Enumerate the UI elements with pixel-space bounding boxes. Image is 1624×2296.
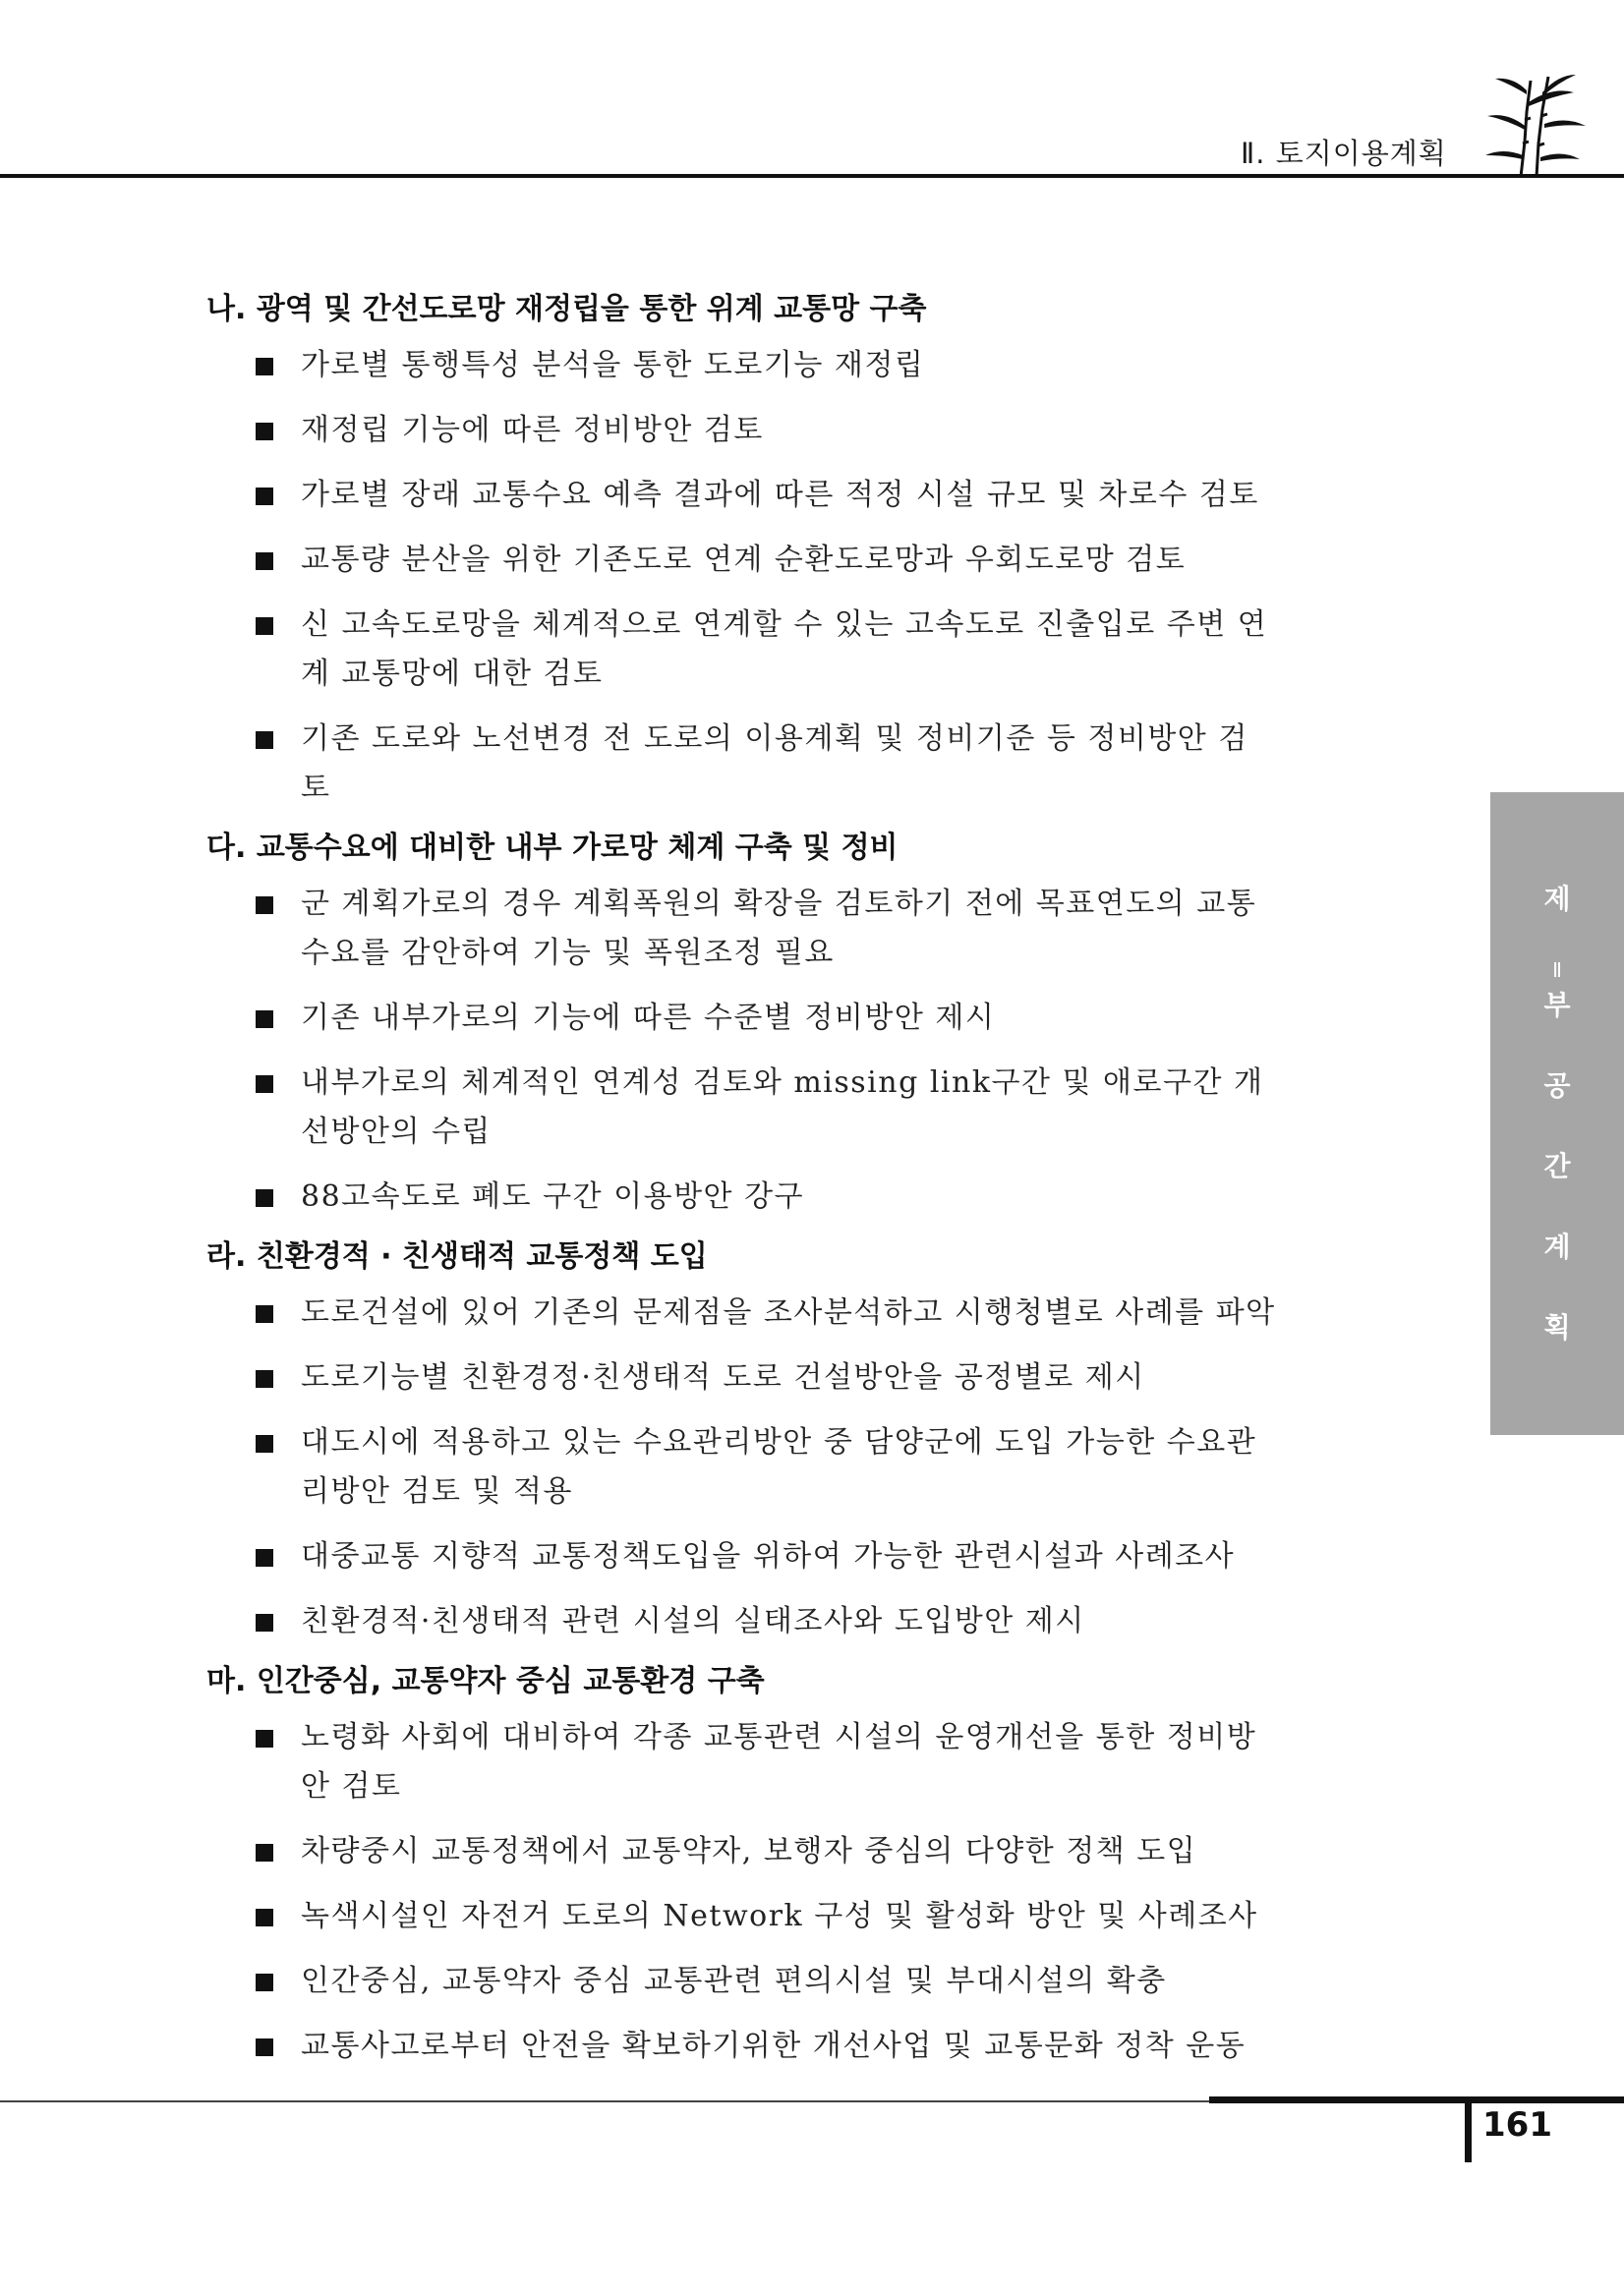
list-item: 재정립 기능에 따른 정비방안 검토 (206, 406, 1278, 455)
list-item: 88고속도로 폐도 구간 이용방안 강구 (206, 1173, 1278, 1222)
list-item: 도로건설에 있어 기존의 문제점을 조사분석하고 시행청별로 사례를 파악 (206, 1289, 1278, 1338)
list-item: 도로기능별 친환경정·친생태적 도로 건설방안을 공정별로 제시 (206, 1353, 1278, 1403)
list-item: 인간중심, 교통약자 중심 교통관련 편의시설 및 부대시설의 확충 (206, 1957, 1278, 2006)
list-item: 기존 내부가로의 기능에 따른 수준별 정비방안 제시 (206, 994, 1278, 1043)
square-bullet-icon (256, 1010, 273, 1028)
side-tab-char: 계 (1543, 1231, 1571, 1263)
list-item: 친환경적·친생태적 관련 시설의 실태조사와 도입방안 제시 (206, 1597, 1278, 1646)
square-bullet-icon (256, 1189, 273, 1207)
list-item: 가로별 장래 교통수요 예측 결과에 따른 적정 시설 규모 및 차로수 검토 (206, 471, 1278, 520)
square-bullet-icon (256, 617, 273, 635)
section-da (206, 829, 1264, 1222)
square-bullet-icon (256, 2038, 273, 2056)
side-tab-char: Ⅱ (1552, 958, 1562, 982)
square-bullet-icon (256, 1614, 273, 1632)
square-bullet-icon (256, 1844, 273, 1862)
square-bullet-icon (256, 731, 273, 749)
square-bullet-icon (256, 1305, 273, 1323)
section-heading: 나. 광역 및 간선도로망 재정립을 통한 위계 교통망 구축 (206, 292, 927, 326)
main-content (206, 290, 1276, 2087)
list-item: 교통량 분산을 위한 기존도로 연계 순환도로망과 우회도로망 검토 (206, 536, 1278, 585)
square-bullet-icon (256, 1075, 273, 1093)
footer-rule-accent (1209, 2096, 1624, 2103)
square-bullet-icon (256, 1909, 273, 1926)
page-number-divider (1465, 2099, 1472, 2162)
bamboo-icon (1479, 73, 1588, 179)
square-bullet-icon (256, 1730, 273, 1748)
side-tab-label (1490, 877, 1624, 1386)
list-item: 신 고속도로망을 체계적으로 연계할 수 있는 고속도로 진출입로 주변 연계 교통망에 대한 검토 (206, 601, 1278, 699)
list-item: 교통사고로부터 안전을 확보하기위한 개선사업 및 교통문화 정착 운동 (206, 2022, 1278, 2071)
side-tab-char: 부 (1543, 989, 1571, 1021)
section-ma (206, 1662, 1258, 2071)
list-item: 대중교통 지향적 교통정책도입을 위하여 가능한 관련시설과 사례조사 (206, 1532, 1278, 1581)
square-bullet-icon (256, 1549, 273, 1567)
side-tab-char: 제 (1543, 883, 1571, 915)
page-number: 161 (1482, 2105, 1552, 2145)
list-item: 기존 도로와 노선변경 전 도로의 이용계획 및 정비기준 등 정비방안 검토 (206, 715, 1278, 813)
square-bullet-icon (256, 1974, 273, 1991)
square-bullet-icon (256, 1370, 273, 1388)
list-item: 군 계획가로의 경우 계획폭원의 확장을 검토하기 전에 목표연도의 교통수요를 감안하여 기능 및 폭원조정 필요 (206, 880, 1278, 978)
square-bullet-icon (256, 358, 273, 375)
square-bullet-icon (256, 552, 273, 570)
header-rule (0, 174, 1624, 178)
section-heading: 마. 인간중심, 교통약자 중심 교통환경 구축 (206, 1664, 765, 1698)
square-bullet-icon (256, 1435, 273, 1453)
header-title: Ⅱ. 토지이용계획 (1241, 137, 1447, 170)
section-heading: 다. 교통수요에 대비한 내부 가로망 체계 구축 및 정비 (206, 831, 899, 865)
list-item: 가로별 통행특성 분석을 통한 도로기능 재정립 (206, 341, 1278, 390)
side-tab-char: 간 (1543, 1150, 1571, 1182)
list-item: 내부가로의 체계적인 연계성 검토와 missing link구간 및 애로구간 개선방안의 수립 (206, 1059, 1278, 1157)
square-bullet-icon (256, 488, 273, 505)
list-item: 녹색시설인 자전거 도로의 Network 구성 및 활성화 방안 및 사례조사 (206, 1892, 1278, 1941)
side-tab-char: 공 (1543, 1069, 1571, 1102)
chapter-side-tab (1490, 792, 1624, 1435)
list-item: 노령화 사회에 대비하여 각종 교통관련 시설의 운영개선을 통한 정비방안 검토 (206, 1713, 1278, 1811)
square-bullet-icon (256, 423, 273, 440)
section-na (206, 290, 1268, 813)
list-item: 차량중시 교통정책에서 교통약자, 보행자 중심의 다양한 정책 도입 (206, 1827, 1278, 1876)
footer-rule (0, 2100, 1209, 2102)
list-item: 대도시에 적용하고 있는 수요관리방안 중 담양군에 도입 가능한 수요관리방안 검토 및 적용 (206, 1418, 1278, 1517)
square-bullet-icon (256, 896, 273, 914)
side-tab-char: 획 (1543, 1311, 1571, 1344)
section-ra (206, 1237, 1276, 1646)
section-heading: 라. 친환경적 · 친생태적 교통정책 도입 (206, 1239, 708, 1274)
